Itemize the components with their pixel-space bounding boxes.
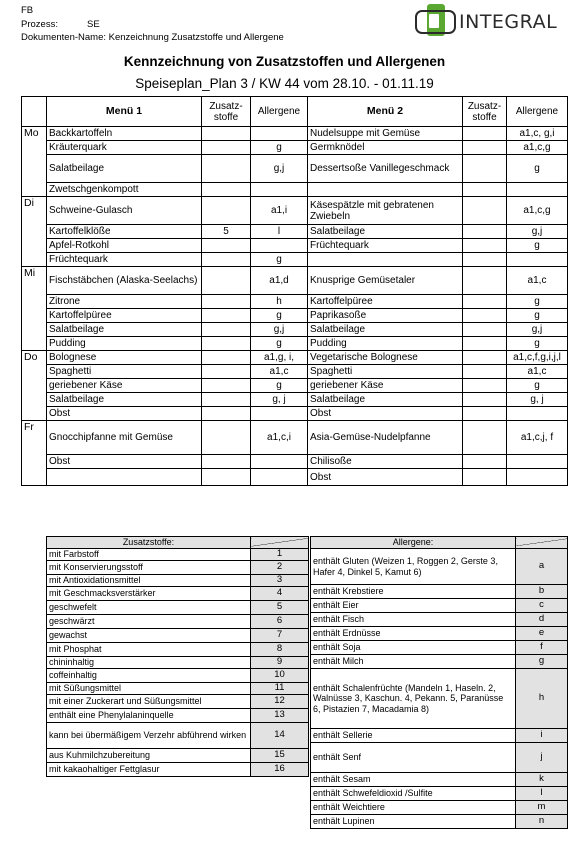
menu2-item bbox=[308, 253, 463, 267]
zusatzstoff-row bbox=[47, 669, 309, 683]
dokument-name: Dokumenten-Name: Kenzeichnung Zusatzstoffe und Allergene bbox=[21, 32, 284, 43]
zusatzstoff-row bbox=[47, 763, 309, 777]
menu1-zusatz bbox=[202, 183, 251, 197]
menu1-allergene: a1,c,i bbox=[251, 421, 308, 455]
menu-row bbox=[22, 197, 568, 225]
menu-row bbox=[22, 309, 568, 323]
menu2-item: geriebener Käse bbox=[308, 379, 463, 393]
allergen-label: enthält Krebstiere bbox=[311, 585, 516, 599]
fb-label: FB bbox=[21, 5, 34, 16]
menu2-zusatz bbox=[463, 407, 507, 421]
zusatzstoff-label: geschwefelt bbox=[47, 601, 251, 615]
menu1-allergene: g bbox=[251, 141, 308, 155]
allergen-row bbox=[311, 613, 568, 627]
day-label: Fr bbox=[22, 421, 47, 486]
menu1-allergene: l bbox=[251, 225, 308, 239]
day-label: Mo bbox=[22, 127, 47, 197]
menu1-zusatz bbox=[202, 267, 251, 295]
menu2-item: Obst bbox=[308, 407, 463, 421]
menu2-item: Germknödel bbox=[308, 141, 463, 155]
menu-row bbox=[22, 267, 568, 295]
menu2-zusatz bbox=[463, 469, 507, 486]
menu-row bbox=[22, 351, 568, 365]
allergen-code: d bbox=[516, 613, 568, 627]
zusatzstoff-label: gewachst bbox=[47, 629, 251, 643]
prozess-value: SE bbox=[87, 18, 100, 30]
menu1-allergene: h bbox=[251, 295, 308, 309]
menu-row bbox=[22, 183, 568, 197]
zusatzstoff-row bbox=[47, 561, 309, 575]
menu2-item: Knusprige Gemüsetaler bbox=[308, 267, 463, 295]
allergen-code: a bbox=[516, 549, 568, 585]
menu2-zusatz bbox=[463, 295, 507, 309]
menu1-zusatz bbox=[202, 351, 251, 365]
menu1-item: Salatbeilage bbox=[47, 393, 202, 407]
menu2-allergene: g,j bbox=[507, 225, 568, 239]
menu-row bbox=[22, 127, 568, 141]
zusatzstoff-number: 16 bbox=[251, 763, 309, 777]
allergen-row bbox=[311, 627, 568, 641]
zusatzstoff-label: mit Antioxidationsmittel bbox=[47, 575, 251, 587]
menu1-allergene bbox=[251, 183, 308, 197]
zusatzstoffe-header-row bbox=[47, 537, 309, 549]
allergene-header-row bbox=[311, 537, 568, 549]
day-label: Do bbox=[22, 351, 47, 421]
menu-row bbox=[22, 421, 568, 455]
allergen-label: enthält Gluten (Weizen 1, Roggen 2, Gerste 3, Hafer 4, Dinkel 5, Kamut 6) bbox=[311, 549, 516, 585]
zusatzstoff-row bbox=[47, 601, 309, 615]
allergene1-header: Allergene bbox=[251, 97, 308, 127]
menu2-allergene bbox=[507, 407, 568, 421]
menu1-allergene: g,j bbox=[251, 323, 308, 337]
menu-row bbox=[22, 455, 568, 469]
prozess-label: Prozess: bbox=[21, 18, 58, 30]
menu2-item: Asia-Gemüse-Nudelpfanne bbox=[308, 421, 463, 455]
menu2-zusatz bbox=[463, 365, 507, 379]
menu1-zusatz bbox=[202, 155, 251, 183]
menu1-zusatz bbox=[202, 127, 251, 141]
allergen-row bbox=[311, 599, 568, 613]
allergen-code: l bbox=[516, 787, 568, 801]
allergen-code: m bbox=[516, 801, 568, 815]
zusatzstoff-label: geschwärzt bbox=[47, 615, 251, 629]
menu1-zusatz bbox=[202, 197, 251, 225]
zusatzstoff-label: coffeinhaltig bbox=[47, 669, 251, 683]
menu1-item: geriebener Käse bbox=[47, 379, 202, 393]
allergen-row bbox=[311, 641, 568, 655]
menu1-item: Pudding bbox=[47, 337, 202, 351]
menu1-item: Spaghetti bbox=[47, 365, 202, 379]
menu2-item: Paprikasoße bbox=[308, 309, 463, 323]
allergen-label: enthält Eier bbox=[311, 599, 516, 613]
menu-row bbox=[22, 253, 568, 267]
menu2-zusatz bbox=[463, 253, 507, 267]
menu2-allergene: a1,c,j, f bbox=[507, 421, 568, 455]
menu-row bbox=[22, 365, 568, 379]
menu2-zusatz bbox=[463, 155, 507, 183]
menu2-allergene: g bbox=[507, 309, 568, 323]
menu1-item bbox=[47, 469, 202, 486]
menu2-allergene: g, j bbox=[507, 393, 568, 407]
menu2-item: Käsespätzle mit gebratenen Zwiebeln bbox=[308, 197, 463, 225]
zusatzstoff-number: 14 bbox=[251, 723, 309, 749]
menu2-zusatz bbox=[463, 239, 507, 253]
menu2-item: Salatbeilage bbox=[308, 225, 463, 239]
menu-row bbox=[22, 407, 568, 421]
menu2-allergene: a1,c,g bbox=[507, 197, 568, 225]
menu1-item: Früchtequark bbox=[47, 253, 202, 267]
menu-row bbox=[22, 239, 568, 253]
menu2-item: Früchtequark bbox=[308, 239, 463, 253]
menu1-zusatz bbox=[202, 253, 251, 267]
menu1-allergene: a1,d bbox=[251, 267, 308, 295]
allergen-row bbox=[311, 655, 568, 669]
menu2-allergene: a1,c,g bbox=[507, 141, 568, 155]
allergen-label: enthält Fisch bbox=[311, 613, 516, 627]
zusatzstoff-number: 15 bbox=[251, 749, 309, 763]
menu1-item: Fischstäbchen (Alaska-Seelachs) bbox=[47, 267, 202, 295]
zusatzstoff-label: mit kakaohaltiger Fettglasur bbox=[47, 763, 251, 777]
zusatzstoff-number: 2 bbox=[251, 561, 309, 575]
zusatzstoff-label: mit Geschmacksverstärker bbox=[47, 587, 251, 601]
allergen-code: e bbox=[516, 627, 568, 641]
allergen-code: b bbox=[516, 585, 568, 599]
menu1-allergene: a1,i bbox=[251, 197, 308, 225]
menu2-allergene: g,j bbox=[507, 323, 568, 337]
menu2-zusatz bbox=[463, 351, 507, 365]
allergen-code: c bbox=[516, 599, 568, 613]
menu1-zusatz bbox=[202, 421, 251, 455]
menu2-zusatz bbox=[463, 309, 507, 323]
zusatzstoff-label: mit Konservierungsstoff bbox=[47, 561, 251, 575]
menu-row bbox=[22, 393, 568, 407]
allergen-label: enthält Sesam bbox=[311, 773, 516, 787]
menu1-zusatz bbox=[202, 323, 251, 337]
menu2-zusatz bbox=[463, 267, 507, 295]
menu2-allergene: a1,c bbox=[507, 267, 568, 295]
zusatzstoff-row bbox=[47, 575, 309, 587]
day-label: Di bbox=[22, 197, 47, 267]
menu1-zusatz bbox=[202, 393, 251, 407]
menu-row bbox=[22, 295, 568, 309]
menu-row bbox=[22, 323, 568, 337]
menu2-zusatz bbox=[463, 141, 507, 155]
allergen-label: enthält Schwefeldioxid /Sulfite bbox=[311, 787, 516, 801]
menu1-zusatz bbox=[202, 469, 251, 486]
menu2-item: Kartoffelpüree bbox=[308, 295, 463, 309]
menu2-zusatz bbox=[463, 421, 507, 455]
menu1-allergene: g,j bbox=[251, 155, 308, 183]
menu2-zusatz bbox=[463, 337, 507, 351]
allergen-row bbox=[311, 815, 568, 829]
allergen-code: j bbox=[516, 743, 568, 773]
allergen-row bbox=[311, 773, 568, 787]
menu1-item: Zitrone bbox=[47, 295, 202, 309]
menu2-zusatz bbox=[463, 379, 507, 393]
menu2-header: Menü 2 bbox=[308, 97, 463, 127]
zusatzstoff-row bbox=[47, 723, 309, 749]
zusatzstoff-row bbox=[47, 643, 309, 657]
integral-logo bbox=[412, 8, 562, 38]
menu-header-row bbox=[22, 97, 568, 127]
menu1-zusatz: 5 bbox=[202, 225, 251, 239]
allergen-row bbox=[311, 669, 568, 729]
menu1-item: Gnocchipfanne mit Gemüse bbox=[47, 421, 202, 455]
menu2-allergene: g bbox=[507, 239, 568, 253]
menu2-zusatz bbox=[463, 225, 507, 239]
zusatzstoff-row bbox=[47, 629, 309, 643]
menu2-item: Nudelsuppe mit Gemüse bbox=[308, 127, 463, 141]
zusatzstoff-row bbox=[47, 749, 309, 763]
allergen-label: enthält Sellerie bbox=[311, 729, 516, 743]
allergen-label: enthält Milch bbox=[311, 655, 516, 669]
menu1-allergene: g bbox=[251, 337, 308, 351]
zusatzstoff-number: 10 bbox=[251, 669, 309, 683]
menu2-allergene: g bbox=[507, 337, 568, 351]
zusatzstoff-label: mit einer Zuckerart und Süßungsmittel bbox=[47, 695, 251, 709]
menu2-allergene: a1,c, g,i bbox=[507, 127, 568, 141]
menu1-allergene: g bbox=[251, 309, 308, 323]
menu1-allergene: a1,g, i, bbox=[251, 351, 308, 365]
menu2-allergene: g bbox=[507, 379, 568, 393]
menu2-allergene: a1,c bbox=[507, 365, 568, 379]
zusatzstoff-number: 1 bbox=[251, 549, 309, 561]
menu1-zusatz bbox=[202, 365, 251, 379]
menu1-allergene bbox=[251, 469, 308, 486]
menu2-zusatz bbox=[463, 323, 507, 337]
zusatzstoff-number: 4 bbox=[251, 587, 309, 601]
zusatzstoff-number: 5 bbox=[251, 601, 309, 615]
zusatzstoff-label: chininhaltig bbox=[47, 657, 251, 669]
menu2-item: Vegetarische Bolognese bbox=[308, 351, 463, 365]
menu1-zusatz bbox=[202, 337, 251, 351]
menu1-zusatz bbox=[202, 379, 251, 393]
menu2-item: Salatbeilage bbox=[308, 393, 463, 407]
day-label: Mi bbox=[22, 267, 47, 351]
zusatzstoff-label: enthält eine Phenylalaninquelle bbox=[47, 709, 251, 723]
menu1-zusatz bbox=[202, 239, 251, 253]
zusatzstoff-row bbox=[47, 549, 309, 561]
menu1-item: Zwetschgenkompott bbox=[47, 183, 202, 197]
menu1-zusatz bbox=[202, 295, 251, 309]
menu2-allergene: a1,c,f,g,i,j,l bbox=[507, 351, 568, 365]
zusatzstoff-row bbox=[47, 683, 309, 695]
zusatzstoffe-table bbox=[46, 536, 309, 777]
menu2-item: Pudding bbox=[308, 337, 463, 351]
zusatzstoff-number: 6 bbox=[251, 615, 309, 629]
menu1-item: Backkartoffeln bbox=[47, 127, 202, 141]
menu2-zusatz bbox=[463, 393, 507, 407]
zusatzstoff-row bbox=[47, 615, 309, 629]
zusatzstoff-number: 13 bbox=[251, 709, 309, 723]
menu1-allergene bbox=[251, 127, 308, 141]
zusatzstoff-row bbox=[47, 657, 309, 669]
menu-row bbox=[22, 141, 568, 155]
allergen-code: n bbox=[516, 815, 568, 829]
menu1-header: Menü 1 bbox=[47, 97, 202, 127]
menu2-allergene bbox=[507, 455, 568, 469]
menu1-zusatz bbox=[202, 455, 251, 469]
logo-text: INTEGRAL bbox=[459, 11, 558, 33]
menu1-item: Schweine-Gulasch bbox=[47, 197, 202, 225]
allergen-label: enthält Senf bbox=[311, 743, 516, 773]
allergen-row bbox=[311, 729, 568, 743]
zusatzstoff-number: 9 bbox=[251, 657, 309, 669]
menu2-zusatz bbox=[463, 197, 507, 225]
menu1-zusatz bbox=[202, 141, 251, 155]
menu1-allergene: g bbox=[251, 379, 308, 393]
menu2-item: Dessertsoße Vanillegeschmack bbox=[308, 155, 463, 183]
zusatzstoff-row bbox=[47, 587, 309, 601]
menu1-allergene bbox=[251, 407, 308, 421]
menu1-item: Kartoffelpüree bbox=[47, 309, 202, 323]
menu1-item: Kartoffelklöße bbox=[47, 225, 202, 239]
menu2-zusatz bbox=[463, 455, 507, 469]
page-subtitle: Speiseplan_Plan 3 / KW 44 vom 28.10. - 01.11.19 bbox=[135, 76, 434, 91]
allergen-code: k bbox=[516, 773, 568, 787]
allergen-row bbox=[311, 585, 568, 599]
menu2-item: Obst bbox=[308, 469, 463, 486]
menu1-item: Obst bbox=[47, 407, 202, 421]
allergene-table bbox=[310, 536, 568, 829]
menu1-item: Kräuterquark bbox=[47, 141, 202, 155]
allergene2-header: Allergene bbox=[507, 97, 568, 127]
menu2-zusatz bbox=[463, 127, 507, 141]
menu2-item: Salatbeilage bbox=[308, 323, 463, 337]
menu1-allergene: g, j bbox=[251, 393, 308, 407]
menu1-item: Obst bbox=[47, 455, 202, 469]
zusatzstoff-row bbox=[47, 709, 309, 723]
allergen-row bbox=[311, 787, 568, 801]
zusatzstoffe-header: Zusatzstoffe: bbox=[47, 537, 251, 549]
menu-row bbox=[22, 337, 568, 351]
zusatz1-header: Zusatz- stoffe bbox=[202, 97, 251, 127]
menu2-zusatz bbox=[463, 183, 507, 197]
zusatzstoff-label: mit Süßungsmittel bbox=[47, 683, 251, 695]
menu2-allergene: g bbox=[507, 155, 568, 183]
allergen-code: g bbox=[516, 655, 568, 669]
menu1-allergene: a1,c bbox=[251, 365, 308, 379]
prozess-row bbox=[21, 18, 284, 32]
menu1-allergene bbox=[251, 455, 308, 469]
menu2-item bbox=[308, 183, 463, 197]
menu2-allergene bbox=[507, 469, 568, 486]
zusatzstoff-number: 3 bbox=[251, 575, 309, 587]
zusatz2-header: Zusatz- stoffe bbox=[463, 97, 507, 127]
allergen-row bbox=[311, 801, 568, 815]
zusatzstoff-number: 7 bbox=[251, 629, 309, 643]
zusatzstoff-row bbox=[47, 695, 309, 709]
menu1-item: Salatbeilage bbox=[47, 323, 202, 337]
allergen-code: f bbox=[516, 641, 568, 655]
zusatzstoff-label: aus Kuhmilchzubereitung bbox=[47, 749, 251, 763]
menu1-zusatz bbox=[202, 309, 251, 323]
zusatzstoff-number: 12 bbox=[251, 695, 309, 709]
menu2-item: Spaghetti bbox=[308, 365, 463, 379]
menu1-item: Apfel-Rotkohl bbox=[47, 239, 202, 253]
menu-row bbox=[22, 225, 568, 239]
menu-row bbox=[22, 379, 568, 393]
menu1-item: Salatbeilage bbox=[47, 155, 202, 183]
menu1-zusatz bbox=[202, 407, 251, 421]
allergen-code: i bbox=[516, 729, 568, 743]
allergen-row bbox=[311, 743, 568, 773]
allergene-header: Allergene: bbox=[311, 537, 516, 549]
allergen-label: enthält Erdnüsse bbox=[311, 627, 516, 641]
zusatzstoff-label: mit Farbstoff bbox=[47, 549, 251, 561]
zusatzstoff-number: 11 bbox=[251, 683, 309, 695]
menu1-allergene: g bbox=[251, 253, 308, 267]
menu2-item: Chilisoße bbox=[308, 455, 463, 469]
allergen-label: enthält Lupinen bbox=[311, 815, 516, 829]
menu2-allergene bbox=[507, 253, 568, 267]
menu1-allergene bbox=[251, 239, 308, 253]
document-header bbox=[21, 4, 284, 45]
page-title: Kennzeichnung von Zusatzstoffen und Allergenen bbox=[123, 54, 446, 69]
allergen-row bbox=[311, 549, 568, 585]
zusatzstoff-number: 8 bbox=[251, 643, 309, 657]
menu-row bbox=[22, 155, 568, 183]
allergen-code: h bbox=[516, 669, 568, 729]
allergen-label: enthält Soja bbox=[311, 641, 516, 655]
zusatzstoff-label: kann bei übermäßigem Verzehr abführend wirken bbox=[47, 723, 251, 749]
menu-table bbox=[21, 96, 568, 486]
allergen-label: enthält Weichtiere bbox=[311, 801, 516, 815]
menu1-item: Bolognese bbox=[47, 351, 202, 365]
menu2-allergene: g bbox=[507, 295, 568, 309]
allergen-label: enthält Schalenfrüchte (Mandeln 1, Haseln. 2, Walnüsse 3, Kaschun. 4, Pekann. 5, Paranüsse 6, Pistazien 7, Macadamia 8) bbox=[311, 669, 516, 729]
zusatzstoff-label: mit Phosphat bbox=[47, 643, 251, 657]
menu-row bbox=[22, 469, 568, 486]
menu2-allergene bbox=[507, 183, 568, 197]
